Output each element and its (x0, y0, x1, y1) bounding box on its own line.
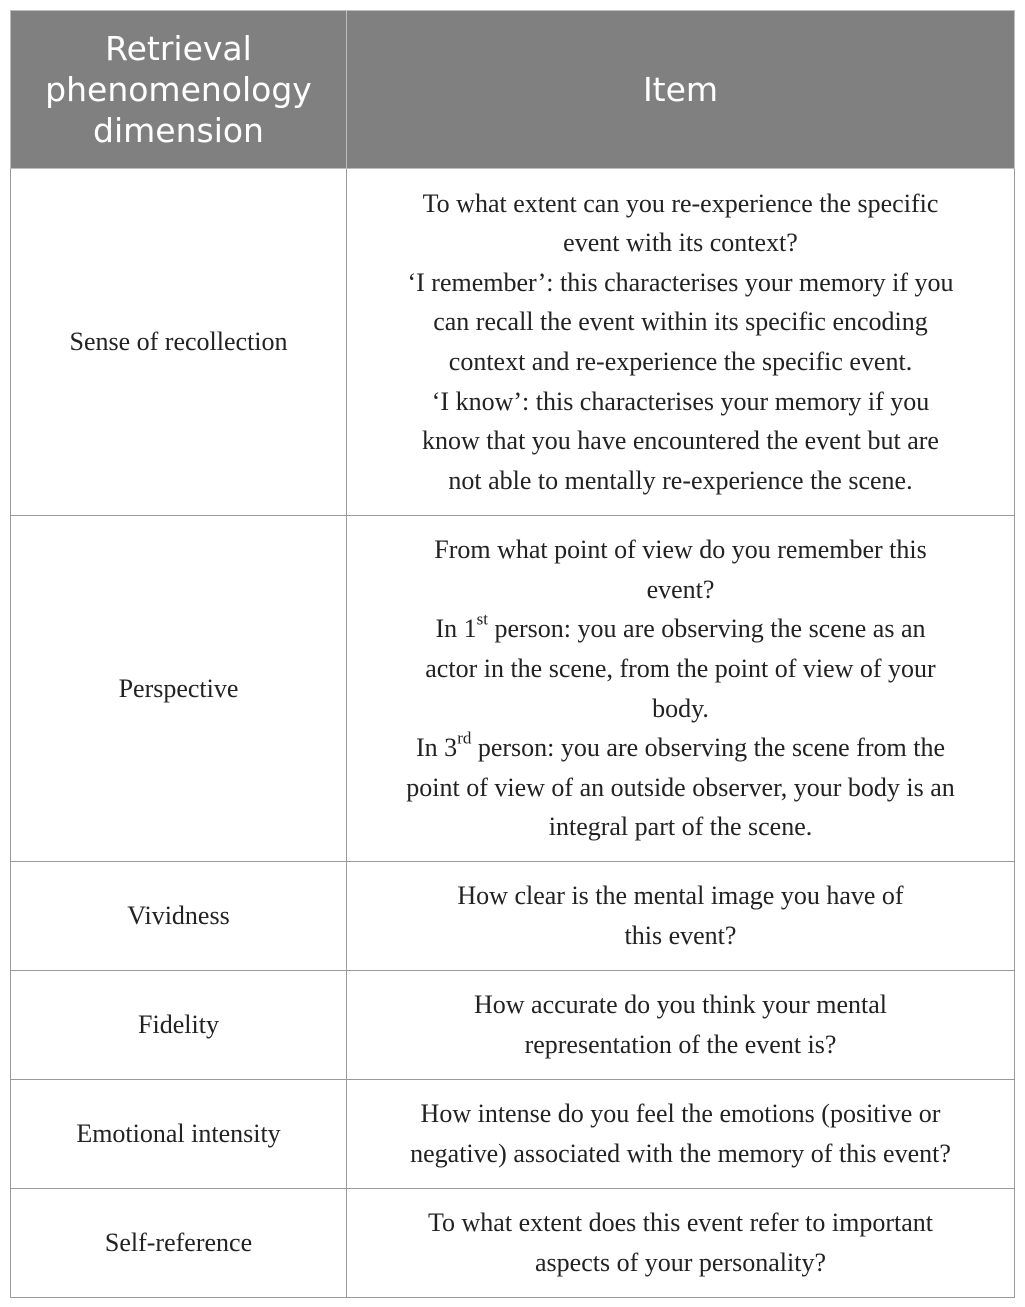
item-cell (347, 1080, 1015, 1189)
dimension-cell: Fidelity (11, 971, 347, 1080)
item-line: event with its context? (563, 228, 798, 258)
header-dimension-line: Retrieval (105, 29, 252, 68)
item-cell (347, 516, 1015, 862)
superscript: st (476, 609, 488, 629)
dimension-cell: Sense of recollection (11, 169, 347, 516)
item-line: can recall the event within its specific encoding (433, 307, 928, 337)
item-cell (347, 169, 1015, 516)
item-line: event? (646, 574, 715, 604)
item-cell (347, 862, 1015, 971)
item-line: negative) associated with the memory of this event? (410, 1139, 951, 1168)
item-cell (347, 971, 1015, 1080)
item-cell (347, 1189, 1015, 1298)
item-line: body. (652, 693, 709, 723)
item-line: From what point of view do you remember this (434, 535, 927, 565)
item-line: point of view of an outside observer, your body is an (406, 772, 955, 802)
table-row (11, 971, 1015, 1080)
dimension-cell: Perspective (11, 516, 347, 862)
header-dimension-line: phenomenology (45, 70, 312, 109)
dimension-cell: Vividness (11, 862, 347, 971)
table-row (11, 1080, 1015, 1189)
item-line: context and re-experience the specific event. (448, 347, 913, 376)
item-line: aspects of your personality? (535, 1248, 826, 1277)
item-line: How intense do you feel the emotions (positive or (420, 1099, 941, 1129)
item-line: To what extent does this event refer to important (427, 1208, 934, 1238)
item-line: integral part of the scene. (548, 812, 813, 842)
superscript: rd (457, 728, 472, 748)
header-dimension (11, 11, 347, 169)
retrieval-phenomenology-table (10, 10, 1015, 1298)
text-fragment: person: you are observing the scene from the (471, 733, 945, 763)
item-line: know that you have encountered the event but are (422, 426, 939, 456)
item-line: ‘I know’: this characterises your memory if you (431, 386, 930, 416)
item-line: To what extent can you re-experience the specific (422, 188, 939, 218)
dimension-cell: Emotional intensity (11, 1080, 347, 1189)
text-fragment: In 1 (435, 614, 477, 644)
item-line: not able to mentally re-experience the scene. (448, 465, 913, 495)
item-line: actor in the scene, from the point of view of your (425, 653, 936, 683)
text-fragment: person: you are observing the scene as an (487, 614, 926, 644)
item-line: How clear is the mental image you have of (457, 881, 904, 911)
table-row (11, 516, 1015, 862)
item-line: representation of the event is? (524, 1030, 837, 1059)
item-line: How accurate do you think your mental (474, 990, 887, 1020)
text-fragment: In 3 (416, 733, 458, 763)
table-row (11, 169, 1015, 516)
item-line: this event? (624, 921, 737, 950)
table-row (11, 1189, 1015, 1298)
table-row (11, 862, 1015, 971)
item-line-third-person (357, 728, 1004, 768)
header-dimension-line: dimension (93, 111, 264, 150)
header-row (11, 11, 1015, 169)
item-line-first-person (357, 609, 1004, 649)
header-item: Item (347, 11, 1015, 169)
retrieval-phenomenology-table-container (10, 10, 1014, 1298)
dimension-cell: Self-reference (11, 1189, 347, 1298)
item-line: ‘I remember’: this characterises your memory if you (407, 267, 954, 297)
